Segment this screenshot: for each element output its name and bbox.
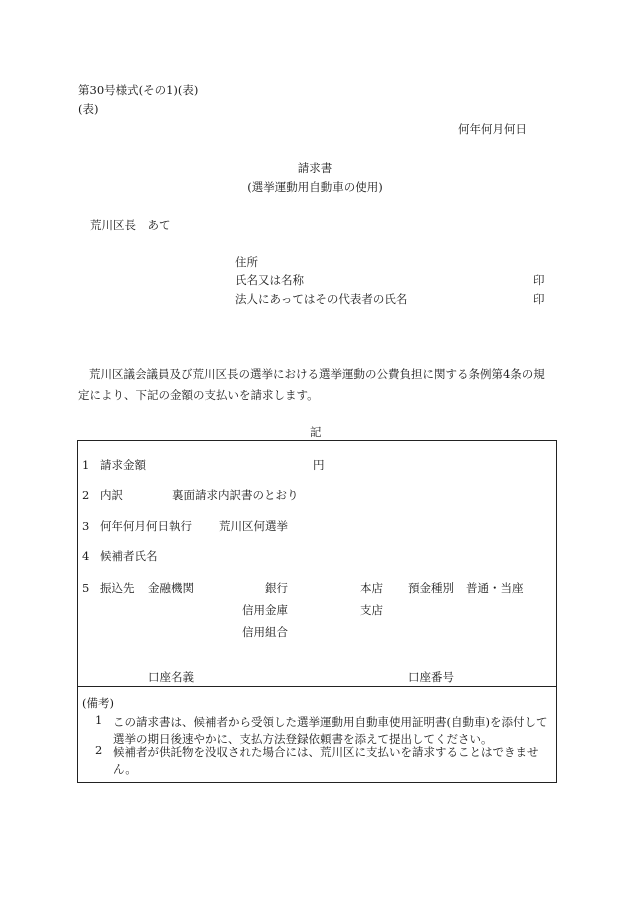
- item4-number: 4: [82, 549, 90, 563]
- name-seal: 印: [533, 273, 545, 287]
- note1-text: この請求書は、候補者から受領した選挙運動用自動車使用証明書(自動車)を添付して選挙の期日後速やかに、支払方法登録依頼書を添えて提出してください。: [113, 715, 548, 746]
- item1-yen-unit: 円: [313, 458, 325, 472]
- bank-type-shinkin: 信用金庫: [242, 603, 288, 617]
- item3-number: 3: [82, 519, 90, 533]
- deposit-type-label: 預金種別: [408, 581, 454, 595]
- form-number: 第30号様式(その1)(表): [78, 83, 199, 97]
- account-number-label: 口座番号: [408, 670, 454, 684]
- item3-value: 荒川区何選挙: [219, 519, 288, 533]
- name-label: 氏名又は名称: [235, 273, 304, 287]
- branch-type-branch: 支店: [360, 603, 383, 617]
- note2-text: 候補者が供託物を没収された場合には、荒川区に支払いを請求することはできません。: [113, 745, 539, 776]
- item2-number: 2: [82, 488, 90, 502]
- note1-number: 1: [95, 713, 103, 727]
- representative-seal: 印: [533, 292, 545, 306]
- account-name-label: 口座名義: [148, 670, 194, 684]
- item5-label: 振込先: [100, 581, 135, 595]
- branch-type-main: 本店: [360, 581, 383, 595]
- item2-value: 裏面請求内訳書のとおり: [172, 488, 299, 502]
- item4-label: 候補者氏名: [100, 549, 158, 563]
- document-title: 請求書: [297, 161, 333, 175]
- item1-number: 1: [82, 458, 90, 472]
- bank-type-bank: 銀行: [265, 581, 288, 595]
- item1-label: 請求金額: [100, 458, 146, 472]
- deposit-type-value: 普通・当座: [466, 581, 524, 595]
- note2-number: 2: [95, 743, 103, 757]
- addressee: 荒川区長 あて: [90, 218, 171, 232]
- item3-label: 何年何月何日執行: [100, 519, 192, 533]
- ki-label: 記: [310, 425, 322, 439]
- address-label: 住所: [235, 255, 258, 269]
- financial-institution-label: 金融機関: [148, 581, 194, 595]
- document-subtitle: (選挙運動用自動車の使用): [247, 180, 383, 194]
- representative-label: 法人にあってはその代表者の氏名: [235, 292, 408, 306]
- request-statement: 荒川区議会議員及び荒川区長の選挙における選挙運動の公費負担に関する条例第4条の規定により、下記の金額の支払いを請求します。: [78, 367, 545, 402]
- form-side-label: (表): [78, 102, 99, 116]
- date-field: 何年何月何日: [458, 122, 527, 136]
- bank-type-kumiai: 信用組合: [242, 625, 288, 639]
- item5-number: 5: [82, 581, 90, 595]
- notes-heading: (備考): [82, 696, 114, 710]
- notes-divider: [77, 686, 557, 687]
- item2-label: 内訳: [100, 488, 123, 502]
